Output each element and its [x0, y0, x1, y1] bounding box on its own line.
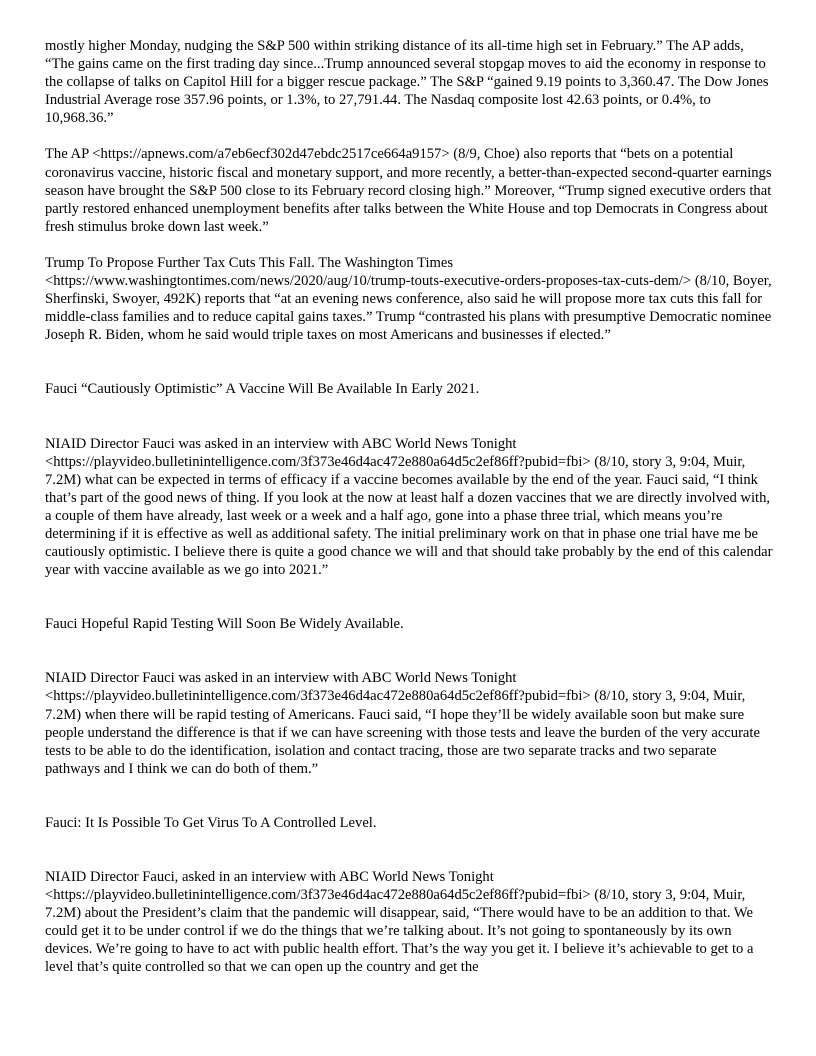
paragraph-ap-report: The AP <https://apnews.com/a7eb6ecf302d47ebdc2517ce664a9157> (8/9, Choe) also reports that “bets on a potential coronavirus vaccine, historic fiscal and monetary support, and more recently, a better-than-expected second-quarter earnings season have brought the S&P 500 close to its February record closing high.” Moreover, “Trump signed executive orders that partly restored enhanced unemployment benefits after talks between the White House and top Democrats in Congress about fresh stimulus broke down last week.” — [45, 146, 772, 235]
paragraph-fauci-testing: NIAID Director Fauci was asked in an interview with ABC World News Tonight <https://playvideo.bulletinintelligence.com/3f373e46d4ac472e880a64d5c2ef86ff?pubid=fbi> (8/10, story 3, 9:04, Muir, 7.2M) when there will be rapid testing of Americans. Fauci said, “I hope they’ll be widely available soon but make sure people understand the difference is that if we can have screening with those tests and leave the burden of the very accurate tests to be able to do the identification, isolation and contact tracing, those are two separate tracks and two separate pathways and I think we can do both of them.” — [45, 670, 760, 777]
document-page — [45, 37, 773, 977]
paragraph-market-rally: mostly higher Monday, nudging the S&P 500 within striking distance of its all-time high set in February.” The AP adds, “The gains came on the first trading day since...Trump announced several stopgap moves to aid the economy in response to the collapse of talks on Capitol Hill for a bigger rescue package.” The S&P “gained 9.19 points to 3,360.47. The Dow Jones Industrial Average rose 357.96 points, or 1.3%, to 27,791.44. The Nasdaq composite lost 42.63 points, or 0.4%, to 10,968.36.” — [45, 38, 769, 127]
heading-fauci-testing: Fauci Hopeful Rapid Testing Will Soon Be Widely Available. — [45, 616, 404, 633]
heading-fauci-controlled: Fauci: It Is Possible To Get Virus To A Controlled Level. — [45, 814, 377, 831]
paragraph-fauci-controlled: NIAID Director Fauci, asked in an interview with ABC World News Tonight <https://playvideo.bulletinintelligence.com/3f373e46d4ac472e880a64d5c2ef86ff?pubid=fbi> (8/10, story 3, 9:04, Muir, 7.2M) about the President’s claim that the pandemic will disappear, said, “There would have to be an addition to that. We could get it to be under control if we do the things that we’re talking about. It’s not going to spontaneously by its own devices. We’re going to have to act with public health effort. That’s the way you get it. I believe it’s achievable to get to a level that’s quite controlled so that we can open up the country and get the — [45, 869, 754, 976]
paragraph-tax-cuts: Trump To Propose Further Tax Cuts This Fall. The Washington Times <https://www.washingtontimes.com/news/2020/aug/10/trump-touts-executive-orders-proposes-tax-cuts-dem/> (8/10, Boyer, Sherfinski, Swoyer, 492K) reports that “at an evening news conference, also said he will propose more tax cuts this fall for middle-class families and to reduce capital gains taxes.” Trump “contrasted his plans with presumptive Democratic nominee Joseph R. Biden, whom he said would triple taxes on most Americans and businesses if elected.” — [45, 254, 772, 344]
heading-fauci-vaccine: Fauci “Cautiously Optimistic” A Vaccine Will Be Available In Early 2021. — [45, 381, 480, 398]
paragraph-fauci-vaccine: NIAID Director Fauci was asked in an interview with ABC World News Tonight <https://playvideo.bulletinintelligence.com/3f373e46d4ac472e880a64d5c2ef86ff?pubid=fbi> (8/10, story 3, 9:04, Muir, 7.2M) what can be expected in terms of efficacy if a vaccine becomes available by the end of the year. Fauci said, “I think that’s part of the good news of thing. If you look at the now at least half a dozen vaccines that we are directly involved with, a couple of them have already, last week or a week and a half ago, gone into a phase three trial, which means you’re determining if it is effective as well as additional safety. The initial preliminary work on that in phase one trial have me be cautiously optimistic. I believe there is quite a good chance we will and that should take probably by the end of this calendar year with vaccine available as we go into 2021.” — [45, 435, 773, 579]
